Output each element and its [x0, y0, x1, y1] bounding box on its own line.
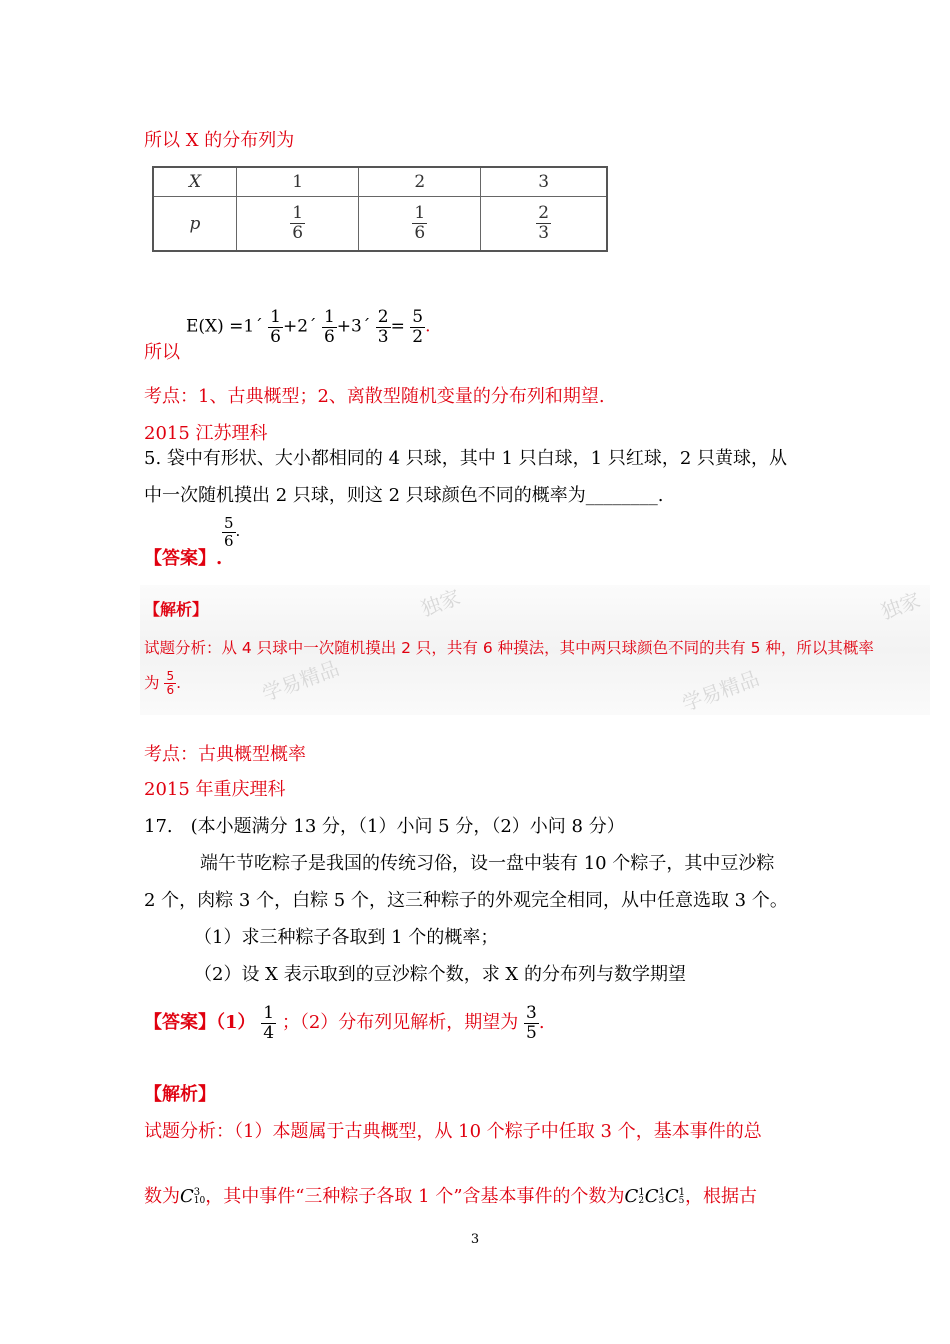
- analysis-17-line2: [144, 1182, 757, 1208]
- answer-17-end: .: [538, 1012, 545, 1034]
- answer-end: .: [235, 522, 241, 540]
- distribution-table: [152, 166, 608, 252]
- question-5-line2: 中一次随机摸出 2 只球，则这 2 只球颜色不同的概率为________.: [144, 485, 664, 506]
- table-cell: [481, 197, 607, 252]
- frac-num: 1: [270, 307, 281, 327]
- ex-op: ´: [254, 316, 263, 337]
- table-header-row: [153, 167, 607, 197]
- table-prob-row: [153, 197, 607, 252]
- analysis-end: [144, 670, 181, 697]
- table-header-cell: 2: [359, 167, 481, 197]
- kaodian-1: 考点：1、古典概型；2、离散型随机变量的分布列和期望.: [144, 386, 605, 407]
- frac-num: 5: [224, 514, 234, 532]
- frac-num: 1: [414, 203, 426, 224]
- frac-den: 6: [270, 326, 281, 347]
- source-chongqing: 2015 年重庆理科: [144, 779, 286, 800]
- frac-num: 3: [526, 1003, 537, 1023]
- source-jiangsu: 2015 江苏理科: [144, 423, 268, 444]
- watermark-text: 学易精品: [678, 665, 763, 716]
- frac-num: 1: [323, 307, 335, 327]
- question-5-line1: 5. 袋中有形状、大小都相同的 4 只球，其中 1 只白球，1 只红球，2 只黄球，从: [144, 448, 788, 469]
- analysis-text: 试题分析：从 4 只球中一次随机摸出 2 只，共有 6 种摸法，其中两只球颜色不同的共有 5 种，所以其概率: [144, 639, 874, 657]
- analysis-17-b: ，其中事件“三种粽子各取 1 个”含基本事件的个数为: [205, 1186, 625, 1207]
- frac-den: 6: [166, 683, 175, 698]
- frac-den: 6: [323, 326, 335, 347]
- frac-den: 6: [292, 223, 304, 243]
- frac-num: 1: [263, 1003, 275, 1023]
- comb-sub: 2: [638, 1196, 645, 1207]
- comb-letter: C: [664, 1186, 679, 1207]
- frac-num: 2: [538, 203, 550, 224]
- ex-op: +3´: [336, 316, 371, 337]
- ex-end: .: [425, 316, 431, 337]
- comb-letter: C: [180, 1186, 194, 1207]
- question-17-sub2: （2）设 X 表示取到的豆沙粽个数，求 X 的分布列与数学期望: [194, 964, 686, 985]
- kaodian-2: 考点：古典概型概率: [144, 744, 306, 765]
- frac-den: 6: [224, 531, 234, 550]
- answer-fraction: [222, 515, 240, 549]
- frac-den: 5: [526, 1022, 537, 1043]
- table-header-cell: 3: [481, 167, 607, 197]
- analysis-period: .: [176, 674, 182, 693]
- comb-sub: 10: [193, 1196, 206, 1207]
- table-header-cell: X: [153, 167, 237, 197]
- jiexi-label: 【解析】: [144, 600, 209, 619]
- dist-intro: 所以 X 的分布列为: [144, 130, 295, 151]
- answer-17-label: 【答案】（1）: [144, 1012, 256, 1034]
- frac-num: 5: [412, 307, 424, 327]
- frac-den: 3: [538, 223, 550, 243]
- comb-letter: C: [644, 1186, 659, 1207]
- ex-label: E(X) =1: [186, 316, 255, 337]
- combination-product: [625, 1186, 685, 1207]
- table-row-label: p: [153, 197, 237, 252]
- question-17-sub1: （1）求三种粽子各取到 1 个的概率；: [194, 927, 499, 948]
- comb-letter: C: [624, 1186, 639, 1207]
- page-number: 3: [470, 1232, 480, 1247]
- frac-den: 3: [377, 326, 389, 347]
- question-17-head: 17. (本小题满分 13 分，（1）小问 5 分，（2）小问 8 分）: [144, 816, 625, 837]
- combination-total: [180, 1186, 205, 1207]
- jiexi-17-label: 【解析】: [144, 1084, 216, 1105]
- watermark-text: 独家: [877, 587, 924, 625]
- comb-sub: 3: [658, 1196, 665, 1207]
- table-header-cell: 1: [237, 167, 359, 197]
- frac-den: 2: [412, 326, 424, 347]
- question-17-body2: 2 个，肉粽 3 个，白粽 5 个，这三种粽子的外观完全相同，从中任意选取 3 个。: [144, 890, 788, 911]
- expectation-formula: [186, 308, 430, 346]
- frac-num: 2: [377, 307, 389, 327]
- answer-17: [144, 1004, 545, 1042]
- analysis-17-a: 数为: [144, 1186, 180, 1207]
- watermark-text: 学易精品: [258, 655, 343, 706]
- frac-den: 6: [414, 223, 426, 243]
- comb-sub: 5: [678, 1196, 685, 1207]
- ex-prefix: 所以: [144, 342, 180, 363]
- comb-sup: 1: [638, 1187, 645, 1199]
- comb-sup: 1: [678, 1187, 686, 1199]
- comb-sup: 3: [193, 1187, 201, 1199]
- analysis-17-c: ，根据古: [685, 1186, 758, 1207]
- answer-17-mid: ；（2）分布列见解析，期望为: [281, 1012, 519, 1034]
- frac-num: 5: [166, 669, 175, 683]
- table-cell: [359, 197, 481, 252]
- ex-op: +2´: [282, 316, 317, 337]
- frac-den: 4: [263, 1022, 275, 1043]
- comb-sup: 1: [658, 1187, 665, 1199]
- analysis-word: 为: [144, 674, 160, 693]
- analysis-17-line1: 试题分析：（1）本题属于古典概型，从 10 个粽子中任取 3 个，基本事件的总: [144, 1121, 762, 1142]
- question-17-body1: 端午节吃粽子是我国的传统习俗，设一盘中装有 10 个粽子，其中豆沙粽: [200, 853, 775, 874]
- table-cell: [237, 197, 359, 252]
- ex-op: =: [390, 316, 405, 337]
- answer-label: 【答案】.: [144, 548, 223, 569]
- frac-num: 1: [292, 203, 304, 224]
- watermark-text: 独家: [417, 584, 464, 622]
